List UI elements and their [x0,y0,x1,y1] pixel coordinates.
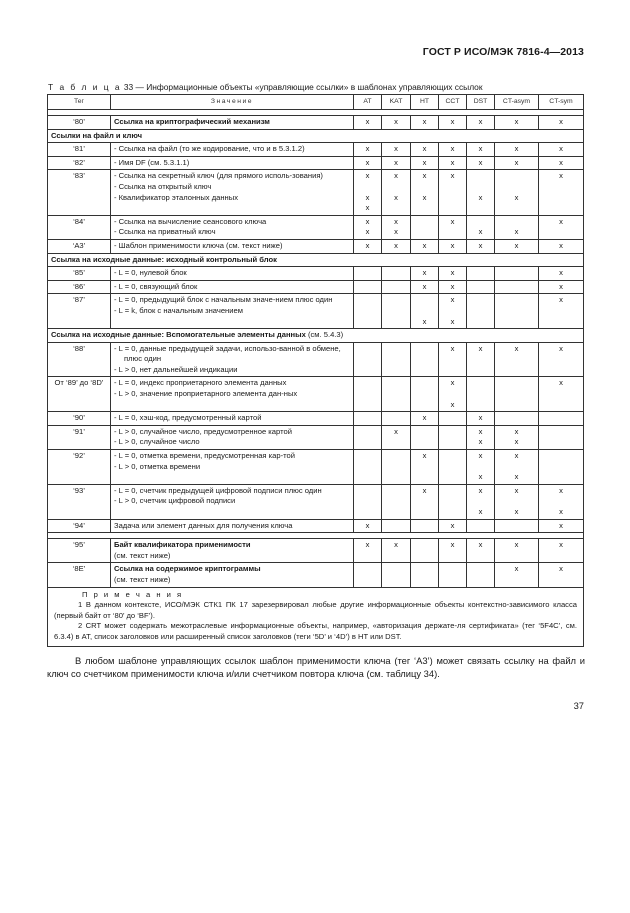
value-cell [111,215,354,239]
value-line: - L = 0, хэш-код, предусмотренный картой [114,413,262,423]
value-line: - L = 0, отметка времени, предусмотренная кар-той [114,451,295,461]
body-paragraph: В любом шаблоне управляющих ссылок шаблон применимости ключа (тег ‘A3’) может связать ссылку на файл и ключ со счетчиком применимости ключа и/или счетчиком повтора ключа (см. таблицу 34). [47,655,585,679]
mark-cell-ct-asym [495,280,539,294]
mark-cell-dst [467,280,495,294]
document-header: ГОСТ Р ИСО/МЭК 7816-4—2013 [422,46,584,58]
value-cell [111,239,354,253]
tag-cell: ‘87’ [48,294,111,329]
mark-cell-cct [439,484,467,519]
mark-cell-dst: x [467,116,495,130]
mark-cell-dst: x [467,239,495,253]
table-row [48,156,584,170]
mark-cell-at [354,294,382,329]
mark-cell-ct-sym: x [539,215,584,239]
table-row [48,539,584,563]
tag-cell: ‘82’ [48,156,111,170]
col-header-ct-asym: CT-asym [495,95,539,110]
value-cell [111,294,354,329]
mark-cell-ht: x [411,280,439,294]
note-1: 1 В данном контексте, ИСО/МЭК СТК1 ПК 17 зарезервировал любые другие информационные объекты контекстно-зависимого класса (первый байт от ‘80’ до ‘BF’). [54,600,577,620]
table-row [48,342,584,377]
value-line: - L = 0, данные предыдущей задачи, использо-ванной в обмене, плюс один [114,343,341,364]
mark-cell-ct-sym: x [539,294,584,329]
col-header-kat: KAT [382,95,411,110]
mark-cell-ct-sym: x [539,116,584,130]
mark-cell-ct-asym: x [495,143,539,157]
mark-cell-dst: x [467,412,495,426]
notes-cell [48,587,584,646]
table-row [48,294,584,329]
value-line: - Ссылка на вычисление сеансового ключа [114,216,267,226]
mark-cell-at: x [354,539,382,563]
tag-cell: ‘92’ [48,450,111,485]
mark-cell-dst: x x [467,484,495,519]
mark-cell-ct-asym: x [495,116,539,130]
mark-cell-dst [467,294,495,329]
mark-cell-at: x [354,519,382,533]
mark-cell-ct-asym: x [495,563,539,587]
mark-cell-cct: x [439,267,467,281]
mark-cell-ht: x [411,267,439,281]
mark-cell-ct-asym: x [495,239,539,253]
mark-cell-cct: x [439,170,467,215]
tag-cell: ‘A3’ [48,239,111,253]
mark-cell-ct-asym [495,377,539,412]
mark-cell-kat: x [382,425,411,449]
mark-cell-cct: x [439,215,467,239]
value-line: - L = 0, счетчик предыдущей цифровой подписи плюс один [114,485,322,495]
table-row [48,425,584,449]
table-row [48,450,584,485]
table-row [48,484,584,519]
mark-cell-at [354,267,382,281]
mark-cell-dst [467,519,495,533]
value-line: - Ссылка на секретный ключ (для прямого исполь-зования) [114,171,323,181]
mark-cell-kat: x [382,239,411,253]
mark-cell-dst [467,377,495,412]
mark-cell-dst: x [467,156,495,170]
mark-cell-at: x [354,116,382,130]
tag-cell: ‘84’ [48,215,111,239]
section-title-text: Ссылка на исходные данные: Вспомогательные элементы данных [51,330,306,340]
value-cell [111,539,354,563]
mark-cell-ct-asym: x x [495,450,539,485]
mark-cell-cct: x [439,539,467,563]
table-row [48,280,584,294]
section-title: Ссылка на исходные данные: исходный контрольный блок [48,253,584,267]
mark-cell-kat: x [382,156,411,170]
section-title: Ссылки на файл и ключ [48,129,584,143]
mark-cell-ht: x [411,412,439,426]
value-sub: (см. текст ниже) [114,574,171,584]
mark-cell-cct: x x [439,294,467,329]
table-caption [48,82,588,92]
value-line: - L > 0, случайное число [114,437,200,447]
value-line: - Ссылка на открытый ключ [114,181,212,191]
value-line: - L = 0, нулевой блок [114,268,187,278]
mark-cell-dst: x [467,342,495,377]
value-cell [111,563,354,587]
col-header-at: AT [354,95,382,110]
mark-cell-at [354,412,382,426]
tag-cell: ‘8E’ [48,563,111,587]
mark-cell-ct-asym [495,412,539,426]
mark-cell-dst: x [467,539,495,563]
value-sub: (см. текст ниже) [114,550,171,560]
table-row [48,143,584,157]
value-cell [111,143,354,157]
mark-cell-cct: x [439,143,467,157]
mark-cell-dst: x [467,215,495,239]
mark-cell-cct: x [439,342,467,377]
mark-cell-cct [439,412,467,426]
tag-cell: ‘81’ [48,143,111,157]
mark-cell-kat: x x [382,215,411,239]
value-cell: Задача или элемент данных для получения ключа [111,519,354,533]
mark-cell-ct-sym: x [539,170,584,215]
tag-cell: ‘91’ [48,425,111,449]
mark-cell-ct-asym [495,519,539,533]
mark-cell-at [354,563,382,587]
mark-cell-at [354,450,382,485]
table-row [48,116,584,130]
section-row [48,253,584,267]
value-line: - L > 0, счетчик цифровой подписи [114,496,236,506]
value-line: - L = 0, связующий блок [114,281,198,291]
mark-cell-kat [382,450,411,485]
section-title [48,329,584,343]
value-cell [111,450,354,485]
mark-cell-ct-sym: x [539,377,584,412]
mark-cell-dst: x x [467,450,495,485]
mark-cell-cct: x [439,239,467,253]
mark-cell-ct-sym [539,412,584,426]
value-cell: Ссылка на криптографический механизм [111,116,354,130]
mark-cell-ct-sym [539,425,584,449]
table-row [48,215,584,239]
mark-cell-ht [411,215,439,239]
mark-cell-ht: x [411,239,439,253]
tag-cell: ‘94’ [48,519,111,533]
value-line: - L > 0, нет дальнейшей индикации [114,364,238,374]
mark-cell-kat [382,377,411,412]
mark-cell-ht [411,425,439,449]
mark-cell-ct-asym: x [495,170,539,215]
table-body [48,95,584,647]
mark-cell-at [354,342,382,377]
mark-cell-kat [382,280,411,294]
mark-cell-dst: x x [467,425,495,449]
col-header-cct: CCT [439,95,467,110]
tag-cell: ‘88’ [48,342,111,377]
value-line: - Шаблон применимости ключа (см. текст ниже) [114,240,283,250]
mark-cell-ht [411,539,439,563]
section-ref: (см. 5.4.3) [307,330,344,340]
table-row [48,519,584,533]
mark-cell-ct-sym: x [539,563,584,587]
mark-cell-dst: x [467,170,495,215]
notes-heading: П р и м е ч а н и я [82,589,184,599]
mark-cell-at: x x x [354,170,382,215]
value-title: Байт квалификатора применимости [114,540,251,550]
mark-cell-cct [439,563,467,587]
value-cell [111,156,354,170]
mark-cell-cct [439,450,467,485]
table-row [48,412,584,426]
mark-cell-ct-sym: x [539,342,584,377]
caption-label: Т а б л и ц а [48,82,122,92]
col-header-dst: DST [467,95,495,110]
value-line: - L = k, блок с начальным значением [114,305,243,315]
mark-cell-ct-sym: x [539,267,584,281]
page-number: 37 [573,700,584,711]
table-row [48,377,584,412]
mark-cell-ht: x x [411,170,439,215]
mark-cell-at [354,425,382,449]
value-cell [111,342,354,377]
mark-cell-cct: x [439,280,467,294]
mark-cell-ht: x [411,116,439,130]
mark-cell-at: x x [354,215,382,239]
mark-cell-kat [382,342,411,377]
value-line: - L > 0, значение проприетарного элемента дан-ных [114,389,298,399]
mark-cell-ct-sym: x [539,239,584,253]
caption-text: 33 — Информационные объекты «управляющие ссылки» в шаблонах управляющих ссылок [123,82,483,92]
mark-cell-ct-asym [495,294,539,329]
tag-cell: ‘95’ [48,539,111,563]
mark-cell-ht [411,563,439,587]
value-line: - L > 0, отметка времени [114,461,201,471]
notes-row [48,587,584,646]
col-header-value: Значение [111,95,354,110]
mark-cell-ct-sym: x [539,280,584,294]
mark-cell-cct: x [439,519,467,533]
table-row [48,239,584,253]
mark-cell-ht: x [411,484,439,519]
table-row [48,563,584,587]
mark-cell-ct-asym: x [495,215,539,239]
mark-cell-cct: x [439,156,467,170]
tag-cell: ‘85’ [48,267,111,281]
mark-cell-ht: x [411,156,439,170]
value-cell [111,425,354,449]
tag-cell: ‘86’ [48,280,111,294]
mark-cell-kat [382,412,411,426]
tag-cell: ‘83’ [48,170,111,215]
mark-cell-ht: x [411,450,439,485]
mark-cell-kat: x [382,116,411,130]
tag-cell: От ‘89’ до ‘8D’ [48,377,111,412]
mark-cell-at [354,484,382,519]
mark-cell-ct-sym: x [539,143,584,157]
value-cell [111,412,354,426]
mark-cell-kat: x [382,539,411,563]
value-cell [111,484,354,519]
mark-cell-at: x [354,156,382,170]
col-header-tag: Тег [48,95,111,110]
mark-cell-dst [467,267,495,281]
value-line: - L = 0, предыдущий блок с начальным значе-нием плюс один [114,295,333,305]
mark-cell-dst: x [467,143,495,157]
mark-cell-kat [382,484,411,519]
value-line: - Ссылка на приватный ключ [114,227,216,237]
mark-cell-kat [382,563,411,587]
mark-cell-ht: x [411,143,439,157]
mark-cell-ct-asym: x [495,539,539,563]
mark-cell-at [354,377,382,412]
mark-cell-ht [411,519,439,533]
mark-cell-dst [467,563,495,587]
mark-cell-ct-asym: x [495,342,539,377]
mark-cell-at [354,280,382,294]
mark-cell-at: x [354,239,382,253]
mark-cell-ct-sym: x x [539,484,584,519]
table-row [48,267,584,281]
value-cell [111,267,354,281]
mark-cell-ct-sym: x [539,539,584,563]
control-reference-table [47,94,584,647]
value-line: - L > 0, случайное число, предусмотренное картой [114,426,292,436]
col-header-ct-sym: CT-sym [539,95,584,110]
mark-cell-cct: x x [439,377,467,412]
section-row [48,329,584,343]
value-title: Ссылка на содержимое криптограммы [114,564,261,574]
table-row [48,170,584,215]
mark-cell-cct: x [439,116,467,130]
mark-cell-ht [411,342,439,377]
value-line: - L = 0, индекс проприетарного элемента данных [114,378,287,388]
mark-cell-ht [411,377,439,412]
mark-cell-ct-sym [539,450,584,485]
tag-cell: ‘80’ [48,116,111,130]
value-cell [111,377,354,412]
mark-cell-ct-asym: x [495,156,539,170]
mark-cell-ct-asym [495,267,539,281]
mark-cell-kat: x [382,143,411,157]
value-line: - Квалификатор эталонных данных [114,192,239,202]
value-cell [111,280,354,294]
section-row [48,129,584,143]
tag-cell: ‘90’ [48,412,111,426]
col-header-ht: HT [411,95,439,110]
tag-cell: ‘93’ [48,484,111,519]
mark-cell-cct [439,425,467,449]
mark-cell-ct-asym: x x [495,484,539,519]
mark-cell-ct-sym: x [539,519,584,533]
mark-cell-kat [382,519,411,533]
value-line: - Имя DF (см. 5.3.1.1) [114,157,190,167]
mark-cell-kat [382,294,411,329]
mark-cell-kat [382,267,411,281]
value-line: - Ссылка на файл (то же кодирование, что и в 5.3.1.2) [114,144,305,154]
mark-cell-at: x [354,143,382,157]
mark-cell-ct-sym: x [539,156,584,170]
mark-cell-kat: x x [382,170,411,215]
value-cell [111,170,354,215]
mark-cell-ct-asym: x x [495,425,539,449]
mark-cell-ht: x [411,294,439,329]
note-2: 2 CRT может содержать межотраслевые информационные объекты, например, «авторизация держате-ля сертификата» (тег ‘5F4C’, см. 6.3.4) в AT, список заголовков или расширенный список заголовков (теги ‘5D’ и ‘4D’) в HT или DST. [54,621,577,641]
table-header-row [48,95,584,110]
